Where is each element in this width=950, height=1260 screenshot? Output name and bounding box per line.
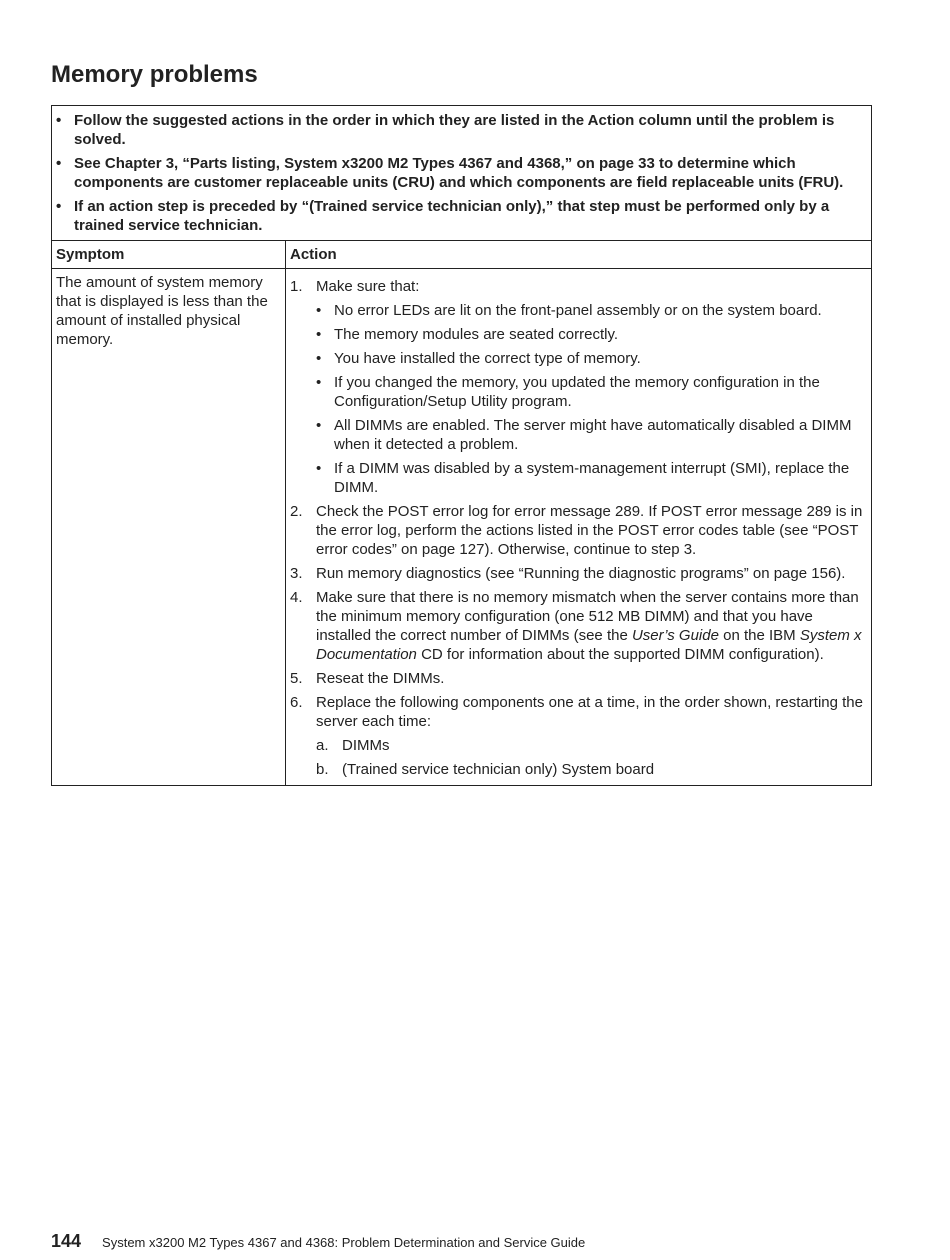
sub-bullet-text: If a DIMM was disabled by a system-management interrupt (SMI), replace the DIMM.: [334, 460, 850, 496]
action-header: Action: [285, 241, 871, 269]
step-number: 2.: [290, 503, 303, 520]
sub-bullet-item: [316, 325, 867, 344]
sub-step-letter: b.: [316, 761, 329, 778]
bullet-icon: •: [316, 302, 322, 319]
note-item: [56, 197, 865, 235]
page-footer: [51, 1231, 585, 1252]
sub-step-text: DIMMs: [342, 737, 390, 754]
step-text: Replace the following components one at a time, in the order shown, restarting the server each time:: [316, 694, 863, 730]
action-step: [290, 693, 867, 779]
sub-step-item: [316, 736, 867, 755]
documentation-cd-title: System x Documentation: [316, 627, 862, 663]
step-number: 4.: [290, 589, 303, 606]
action-cell: [285, 269, 871, 785]
sub-step-letter: a.: [316, 737, 329, 754]
sub-bullet-item: [316, 459, 867, 497]
symptom-header: Symptom: [52, 241, 285, 269]
sub-bullet-text: If you changed the memory, you updated the memory configuration in the Configuration/Setup Utility program.: [334, 374, 820, 410]
sub-bullet-text: The memory modules are seated correctly.: [334, 326, 618, 343]
bullet-icon: •: [316, 417, 322, 434]
sub-bullet-item: [316, 349, 867, 368]
step-text: Reseat the DIMMs.: [316, 670, 445, 687]
page-title: Memory problems: [51, 61, 258, 88]
sub-step-text: (Trained service technician only) System board: [342, 761, 655, 778]
bullet-icon: •: [56, 112, 62, 129]
note-item: [56, 154, 865, 192]
note-item: [56, 111, 865, 149]
action-step: [290, 277, 867, 497]
step-number: 6.: [290, 694, 303, 711]
book-title: System x3200 M2 Types 4367 and 4368: Problem Determination and Service Guide: [102, 1235, 586, 1250]
users-guide-title: User’s Guide: [631, 627, 719, 644]
step-text: Check the POST error log for error message 289. If POST error message 289 is in the error log, perform the actions listed in the POST error codes table (see “POST error codes” on page 127). Otherwise, continue to step 3.: [316, 503, 863, 558]
note-text: Follow the suggested actions in the order in which they are listed in the Action column until the problem is solved.: [74, 112, 835, 148]
sub-bullet-text: No error LEDs are lit on the front-panel assembly or on the system board.: [334, 302, 822, 319]
page-number: 144: [51, 1231, 82, 1251]
sub-bullet-text: All DIMMs are enabled. The server might have automatically disabled a DIMM when it detected a problem.: [334, 417, 852, 453]
step-text: [316, 588, 867, 664]
step-number: 3.: [290, 565, 303, 582]
step-text-part: on the IBM: [718, 627, 800, 644]
action-step: [290, 669, 867, 688]
sub-bullet-text: You have installed the correct type of memory.: [334, 350, 641, 367]
note-text: See Chapter 3, “Parts listing, System x3200 M2 Types 4367 and 4368,” on page 33 to determine which components are customer replaceable units (CRU) and which components are field replaceable units (FRU).: [74, 155, 844, 191]
bullet-icon: •: [316, 350, 322, 367]
sub-bullet-item: [316, 301, 867, 320]
step-text: Make sure that:: [316, 278, 420, 295]
sub-bullet-item: [316, 373, 867, 411]
step-number: 5.: [290, 670, 303, 687]
table-notes: [52, 106, 871, 241]
note-text: If an action step is preceded by “(Trained service technician only),” that step must be performed only by a trained service technician.: [74, 198, 830, 234]
step-number: 1.: [290, 278, 303, 295]
symptom-cell: The amount of system memory that is displayed is less than the amount of installed physical memory.: [56, 274, 268, 348]
action-step: [290, 502, 867, 559]
memory-problems-table: [51, 105, 872, 786]
bullet-icon: •: [316, 374, 322, 391]
step-text-part: CD for information about the supported DIMM configuration).: [416, 646, 824, 663]
step-text: Run memory diagnostics (see “Running the diagnostic programs” on page 156).: [316, 565, 846, 582]
bullet-icon: •: [316, 460, 322, 477]
action-step: [290, 564, 867, 583]
sub-step-item: [316, 760, 867, 779]
action-step: [290, 588, 867, 664]
bullet-icon: •: [56, 198, 62, 215]
bullet-icon: •: [316, 326, 322, 343]
symptom-action-grid: [52, 241, 871, 785]
step-text-part: Make sure that there is no memory mismatch when the server contains more than the minimum memory configuration (one 512 MB DIMM) and that you have installed the correct number of DIMMs (see the: [316, 589, 859, 644]
bullet-icon: •: [56, 155, 62, 172]
sub-bullet-item: [316, 416, 867, 454]
